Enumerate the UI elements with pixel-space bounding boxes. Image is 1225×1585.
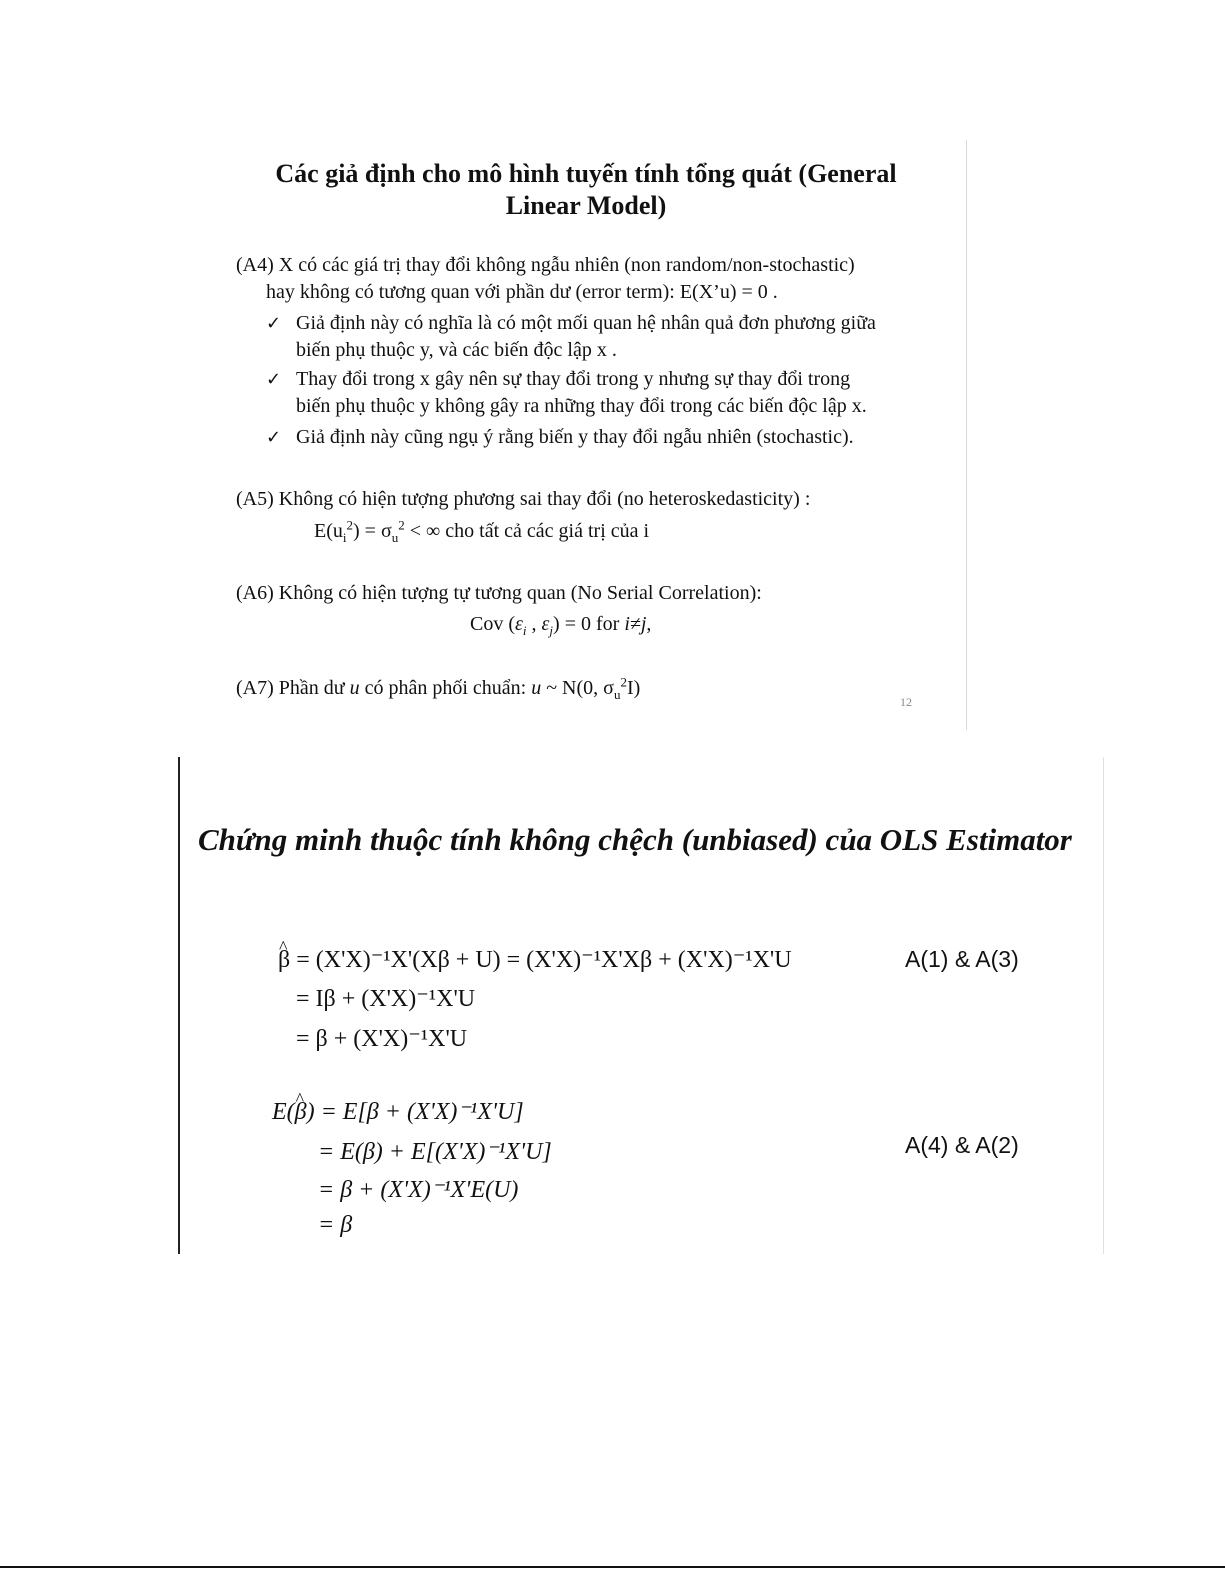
page-number: 12 [900, 695, 912, 709]
slide-border [966, 140, 967, 730]
equation-expectation: E(^ β) = E[β + (X'X)⁻¹X'U] [272, 1097, 524, 1126]
checkmark-icon: ✓ [266, 427, 282, 448]
bullet-1: ✓ Giả định này có nghĩa là có một mối quan hệ nhân quả đơn phương giữa biến phụ thuộc y, và các biến độc lập x . [266, 312, 876, 361]
equation-step-5: = E(β) + E[(X'X)⁻¹X'U] [318, 1139, 552, 1165]
assumption-tag-2: A(4) & A(2) [905, 1132, 1019, 1158]
slide-title: Các giả định cho mô hình tuyến tính tổng quát (General Linear Model) [275, 159, 897, 220]
a6-line1: (A6) Không có hiện tượng tự tương quan (No Serial Correlation): [236, 582, 762, 604]
equation-step-2: = Iβ + (X'X)⁻¹X'U [296, 986, 476, 1012]
slide-border [1103, 757, 1104, 1254]
slide-assumptions [218, 140, 968, 730]
a7-line: (A7) Phần dư u có phân phối chuẩn: u ~ N(0, $\sigma_u^2I$) [236, 674, 641, 702]
assumption-tag-1: A(1) & A(3) [905, 946, 1019, 972]
slide-border [178, 757, 180, 1254]
a6-formula: Cov ($\varepsilon_i$ , $\varepsilon_j) = 0$ for i≠j, [470, 613, 652, 638]
bullet-2: ✓ Thay đổi trong x gây nên sự thay đổi trong y nhưng sự thay đổi trong biến phụ thuộc y không gây ra những thay đổi trong các biến độc lập x. [266, 368, 867, 417]
equation-step-7: = β [318, 1212, 353, 1238]
bottom-rule [0, 1566, 1225, 1568]
checkmark-icon: ✓ [266, 369, 282, 390]
equation-beta-hat: ^ β = (X'X)⁻¹X'(Xβ + U) = (X'X)⁻¹X'Xβ + (X'X)⁻¹X'U [278, 945, 792, 974]
bullet-3: ✓ Giả định này cũng ngụ ý rằng biến y thay đổi ngẫu nhiên (stochastic). [266, 424, 854, 451]
a4-line1: (A4) X có các giá trị thay đổi không ngẫu nhiên (non random/non-stochastic) [236, 254, 855, 276]
a5-line1: (A5) Không có hiện tượng phương sai thay đổi (no heteroskedasticity) : [236, 488, 811, 510]
slide-title: Chứng minh thuộc tính không chệch (unbiased) của OLS Estimator [198, 822, 1072, 857]
a4-line2: hay không có tương quan với phần dư (error term): E(X’u) = 0 . [266, 281, 778, 303]
a5-formula: $E(u_i^2) = \sigma_u^2$ < ∞ cho tất cả các giá trị của i [314, 517, 650, 545]
equation-step-6: = β + (X'X)⁻¹X'E(U) [318, 1177, 519, 1203]
slide-ols-proof [178, 757, 1105, 1254]
checkmark-icon: ✓ [266, 313, 282, 334]
equation-step-3: = β + (X'X)⁻¹X'U [296, 1026, 468, 1052]
